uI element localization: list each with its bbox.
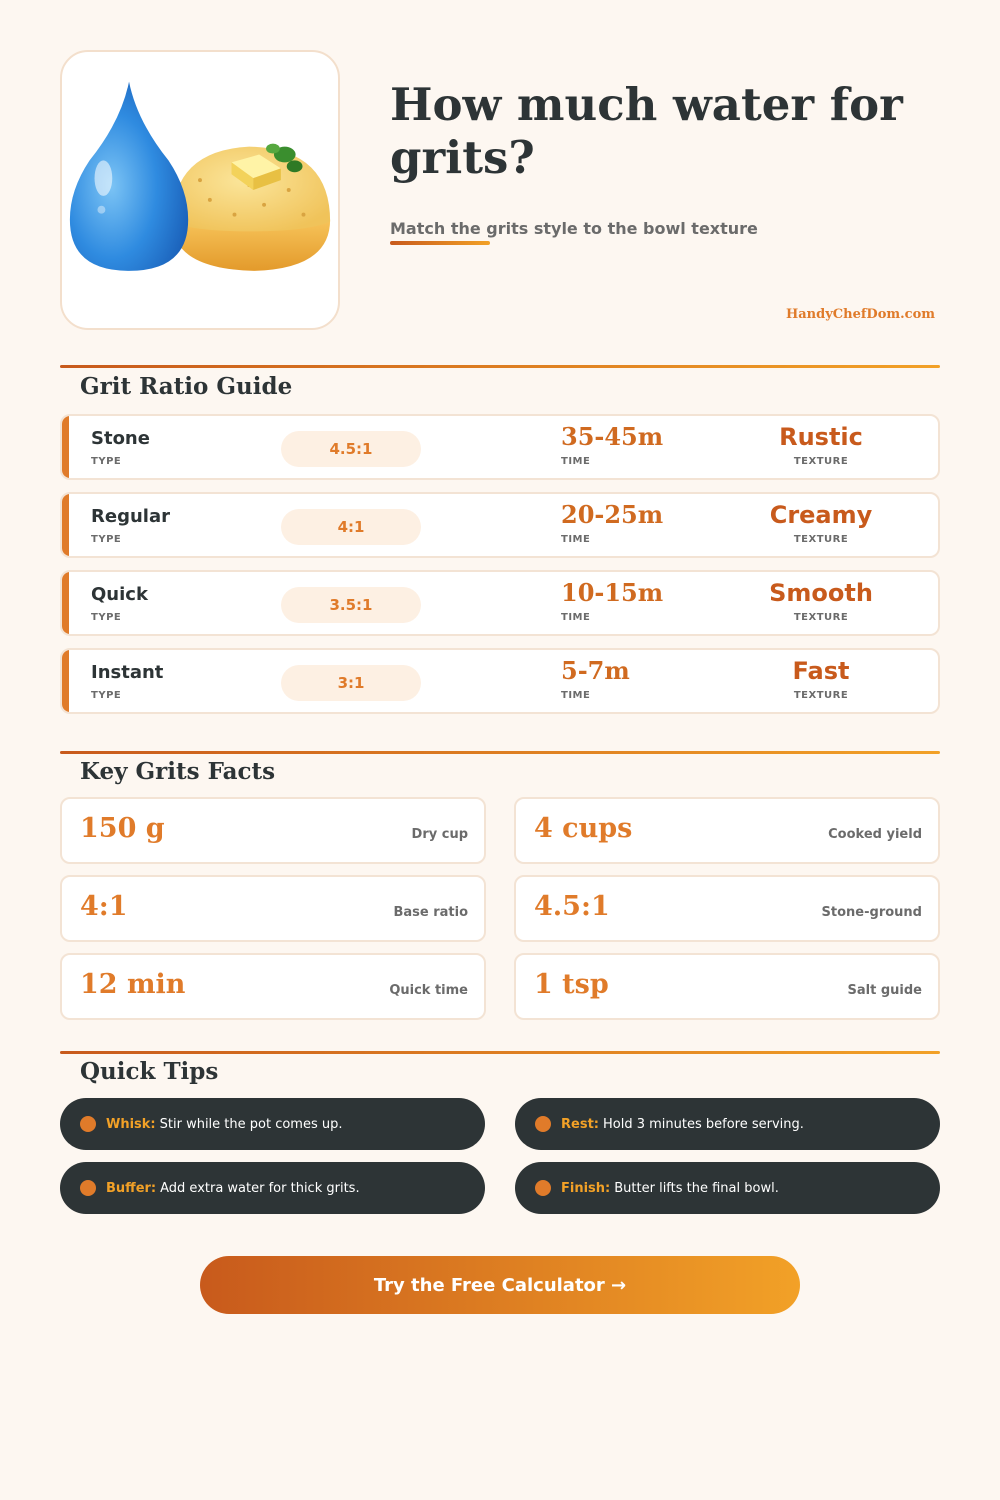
ratio-pill: 3:1 (281, 665, 421, 701)
tip-text: Stir while the pot comes up. (159, 1116, 343, 1132)
section-title-key-facts: Key Grits Facts (80, 758, 276, 785)
texture-label: TEXTURE (793, 612, 849, 623)
fact-label: Stone-ground (821, 905, 922, 920)
texture-value: Fast (792, 657, 850, 685)
water-drop-grits-illustration (62, 52, 338, 328)
page-title: How much water for grits? (390, 78, 903, 184)
fact-value: 4.5:1 (534, 891, 610, 922)
type-label: TYPE (91, 690, 122, 701)
grit-type: Stone (91, 428, 150, 449)
hero-illustration (60, 50, 340, 330)
tip-keyword: Finish: (561, 1180, 611, 1196)
page-subtitle: Match the grits style to the bowl texture (390, 219, 758, 238)
row-accent (62, 416, 69, 478)
tip-text: Butter lifts the final bowl. (614, 1180, 779, 1196)
cook-time: 10-15m (561, 578, 664, 607)
tip-keyword: Rest: (561, 1116, 599, 1132)
cook-time: 20-25m (561, 500, 664, 529)
row-accent (62, 572, 69, 634)
time-label: TIME (561, 612, 591, 623)
section-title-ratio-guide: Grit Ratio Guide (80, 373, 293, 400)
tip-item (60, 1098, 485, 1150)
tip-text: Add extra water for thick grits. (160, 1180, 360, 1196)
ratio-pill: 4:1 (281, 509, 421, 545)
section-title-quick-tips: Quick Tips (80, 1058, 219, 1085)
bullet-dot-icon (535, 1116, 551, 1132)
fact-card (514, 953, 940, 1020)
tip-keyword: Whisk: (106, 1116, 156, 1132)
bullet-dot-icon (80, 1180, 96, 1196)
fact-card (60, 953, 486, 1020)
texture-value: Creamy (769, 501, 873, 529)
tip-item (515, 1098, 940, 1150)
section-divider (60, 1051, 940, 1054)
fact-value: 1 tsp (534, 969, 609, 1000)
type-label: TYPE (91, 534, 122, 545)
texture-label: TEXTURE (793, 456, 849, 467)
water-drop-icon (70, 82, 188, 271)
fact-value: 4:1 (80, 891, 128, 922)
section-divider (60, 365, 940, 368)
fact-card (60, 797, 486, 864)
time-label: TIME (561, 534, 591, 545)
grit-type: Regular (91, 506, 170, 527)
texture-value: Rustic (779, 423, 863, 451)
cook-time: 35-45m (561, 422, 664, 451)
fact-label: Dry cup (411, 827, 468, 842)
texture-label: TEXTURE (793, 690, 849, 701)
ratio-row (60, 570, 940, 636)
row-accent (62, 494, 69, 556)
bullet-dot-icon (80, 1116, 96, 1132)
type-label: TYPE (91, 456, 122, 467)
tip-keyword: Buffer: (106, 1180, 157, 1196)
time-label: TIME (561, 690, 591, 701)
ratio-row (60, 492, 940, 558)
bullet-dot-icon (535, 1180, 551, 1196)
fact-value: 12 min (80, 969, 186, 1000)
time-label: TIME (561, 456, 591, 467)
fact-value: 150 g (80, 813, 165, 844)
brand-name: HandyChefDom.com (785, 307, 935, 322)
free-calculator-button[interactable]: Try the Free Calculator → (200, 1256, 800, 1314)
texture-value: Smooth (769, 579, 873, 607)
ratio-row (60, 648, 940, 714)
cook-time: 5-7m (561, 656, 630, 685)
tip-item (515, 1162, 940, 1214)
ratio-pill: 4.5:1 (281, 431, 421, 467)
subtitle-underline (390, 241, 490, 245)
ratio-row (60, 414, 940, 480)
fact-label: Salt guide (847, 983, 922, 998)
fact-card (514, 875, 940, 942)
grit-type: Instant (91, 662, 164, 683)
fact-card (60, 875, 486, 942)
texture-label: TEXTURE (793, 534, 849, 545)
tip-text: Hold 3 minutes before serving. (602, 1116, 804, 1132)
grits-bowl-icon (172, 144, 330, 271)
fact-label: Base ratio (393, 905, 468, 920)
fact-label: Cooked yield (828, 827, 922, 842)
row-accent (62, 650, 69, 712)
ratio-pill: 3.5:1 (281, 587, 421, 623)
fact-label: Quick time (389, 983, 468, 998)
fact-value: 4 cups (534, 813, 633, 844)
tip-item (60, 1162, 485, 1214)
fact-card (514, 797, 940, 864)
type-label: TYPE (91, 612, 122, 623)
section-divider (60, 751, 940, 754)
grit-type: Quick (91, 584, 148, 605)
